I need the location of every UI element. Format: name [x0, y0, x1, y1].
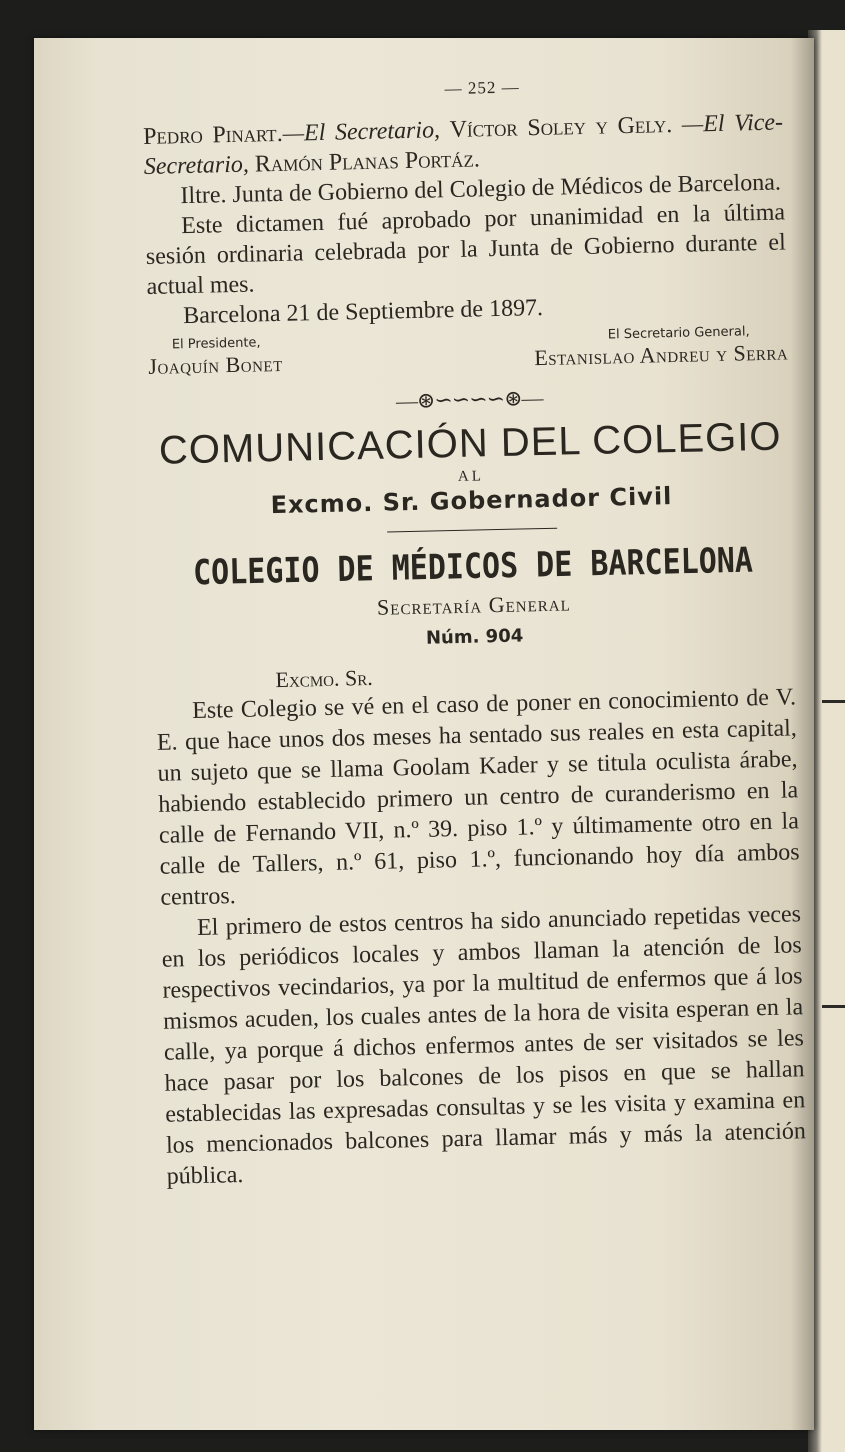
letter-paragraph: Este Colegio se vé en el caso de poner en conocimiento de V. E. que hace unos dos meses ha sentado sus reales en esta capital, un sujeto que se llama Goolam Kader y se titula oculista árabe, habiendo establecido primero un centro de curanderismo en la calle de Fernando VII, n.º 39. piso 1.º y últimamente otro en la calle de Tallers, n.º 61, piso 1.º, funcionando hoy día ambos centros. — [156, 684, 800, 911]
secretary-name: Estanislao Andreu y Serra — [533, 339, 789, 371]
salutation: Excmo. Sr. — [275, 664, 373, 693]
letter-paragraph: El primero de estos centros ha sido anunciado repetidas veces en los periódicos locales y ambos llaman la atención de los respectivos vecindarios, ya por la multitud de enfermos que á los mismos acuden, los cuales antes de la hora de visita esperan en la calle, ya porque á dichos enfermos antes de ser visitados se les hace pasar por los balcones de los pisos en que se hallan establecidas las expresadas consultas y se les visita y examina en los mencionados balcones para llamar más y más la atención pública. — [161, 901, 807, 1190]
section-title: COMUNICACIÓN DEL COLEGIO — [158, 414, 782, 473]
decorative-ornament: —⊛∽∽∽∽⊛— — [395, 384, 543, 414]
approval-paragraph: Este dictamen fué aprobado por unanimidad en la última sesión ordinaria celebrada por la Junta de Gobierno durante el actual mes. — [145, 199, 787, 300]
section-divider — [387, 528, 557, 533]
addressee-paragraph: Iltre. Junta de Gobierno del Colegio de Médicos de Barcelona. — [180, 169, 782, 210]
signatory-role: —El Vice-Secretario, — [143, 109, 784, 180]
president-name: Joaquín Bonet — [148, 350, 284, 379]
signature-block — [148, 323, 789, 380]
office-heading: Secretaría General — [376, 590, 571, 620]
signatory-name: Pedro Pinart. — [142, 120, 283, 150]
page-content — [142, 71, 807, 1192]
document-number: Núm. 904 — [425, 625, 524, 649]
president-label: El Presidente, — [171, 335, 261, 353]
adjacent-page-rule — [822, 700, 845, 703]
letter-body — [156, 682, 807, 1192]
adjacent-page-rule — [822, 1005, 845, 1008]
institution-heading: COLEGIO DE MÉDICOS DE BARCELONA — [192, 540, 754, 594]
signatory-name: Víctor Soley y Gely. — [449, 111, 673, 144]
secretary-signature — [534, 323, 789, 371]
page-number: — 252 — — [444, 77, 520, 99]
section-connector: AL — [457, 468, 485, 485]
signatory-name: Ramón Planas Portáz. — [254, 146, 481, 178]
secretary-label: El Secretario General, — [607, 324, 750, 343]
signatory-role: —El Secretario, — [282, 117, 441, 147]
date-line: Barcelona 21 de Septiembre de 1897. — [182, 294, 544, 330]
president-signature — [148, 335, 283, 380]
section-recipient: Excmo. Sr. Gobernador Civil — [270, 482, 673, 520]
